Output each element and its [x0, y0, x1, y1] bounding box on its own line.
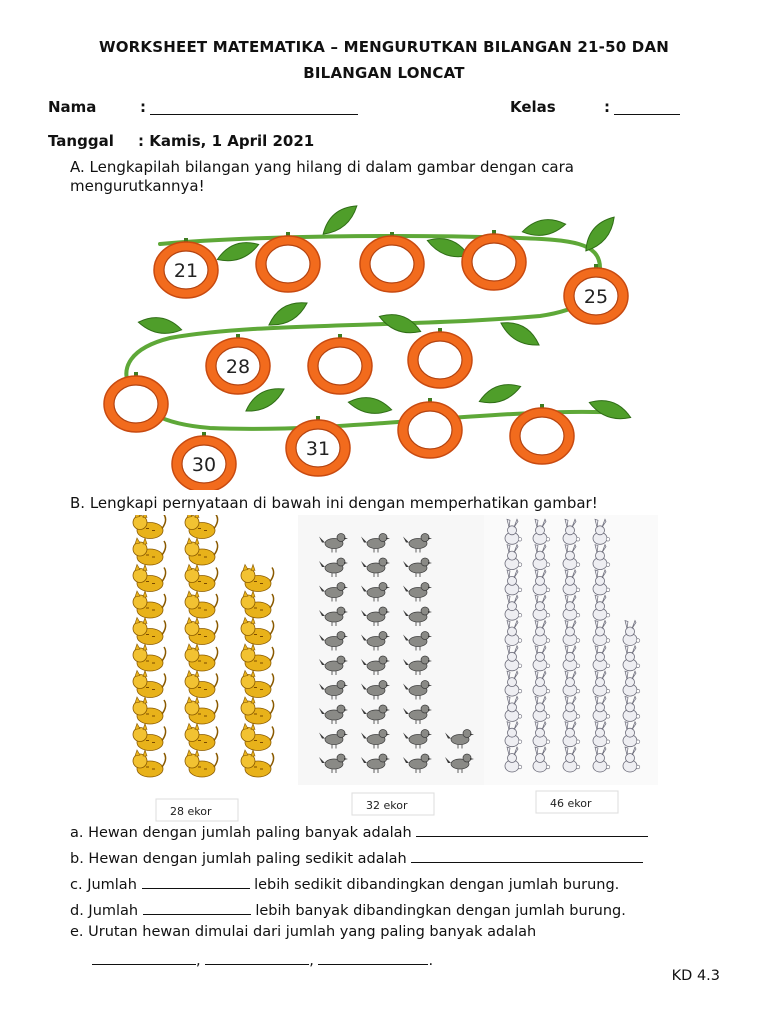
orange-fruit[interactable]: [360, 232, 424, 292]
orange-number: 25: [583, 286, 609, 308]
answer-e-field-2[interactable]: [205, 950, 309, 965]
period: .: [428, 953, 434, 969]
nama-field[interactable]: [150, 100, 358, 115]
leaf: [497, 316, 543, 351]
leaf: [580, 212, 620, 255]
tanggal-value: : Kamis, 1 April 2021: [138, 132, 315, 150]
orange-number: 21: [173, 260, 199, 282]
question-d-post: lebih banyak dibandingkan dengan jumlah burung.: [255, 903, 626, 919]
question-d-pre: d. Jumlah: [70, 903, 139, 919]
question-b-text: b. Hewan dengan jumlah paling sedikit adalah: [70, 851, 407, 867]
oranges: [104, 230, 628, 490]
question-c-post: lebih sedikit dibandingkan dengan jumlah burung.: [254, 877, 620, 893]
answer-e-field-1[interactable]: [92, 950, 196, 965]
question-c-pre: c. Jumlah: [70, 877, 137, 893]
leaf: [477, 379, 523, 408]
orange-vine-picture: [100, 198, 650, 490]
orange-number: 30: [191, 454, 217, 476]
leaf: [318, 200, 361, 240]
kelas-colon: :: [604, 98, 610, 116]
leaf: [587, 395, 633, 424]
orange-fruit: [206, 334, 270, 394]
answer-b-field[interactable]: [411, 848, 643, 863]
animal-count-picture: [120, 515, 658, 825]
question-a: [70, 822, 648, 841]
orange-fruit[interactable]: [308, 334, 372, 394]
answer-a-field[interactable]: [416, 822, 648, 837]
comma-1: ,: [196, 953, 201, 969]
orange-fruit: [564, 264, 628, 324]
bird-count-label: 32 ekor: [366, 799, 408, 812]
orange-fruit[interactable]: [408, 328, 472, 388]
bird-panel: [298, 515, 484, 785]
leaf: [137, 314, 183, 336]
question-c: [70, 874, 619, 893]
orange-fruit[interactable]: [256, 232, 320, 292]
section-a-instruction: A. Lengkapilah bilangan yang hilang di dalam gambar dengan cara mengurutkannya!: [70, 158, 574, 195]
answer-e-field-3[interactable]: [318, 950, 428, 965]
rabbit-count-label: 46 ekor: [550, 797, 592, 810]
orange-number: 28: [225, 356, 251, 378]
question-a-text: a. Hewan dengan jumlah paling banyak adalah: [70, 825, 412, 841]
cat-count-label: 28 ekor: [170, 805, 212, 818]
question-e-answers: [92, 950, 433, 969]
kd-code: KD 4.3: [671, 968, 720, 984]
section-b-instruction: B. Lengkapi pernyataan di bawah ini dengan memperhatikan gambar!: [70, 494, 598, 512]
question-e: [70, 924, 536, 940]
question-d: [70, 900, 626, 919]
orange-fruit[interactable]: [104, 372, 168, 432]
kelas-field[interactable]: [614, 100, 680, 115]
worksheet-title-line2: BILANGAN LONCAT: [303, 64, 465, 82]
orange-number: 31: [305, 438, 331, 460]
leaf: [521, 216, 567, 238]
leaf: [347, 394, 393, 416]
answer-c-field[interactable]: [142, 874, 250, 889]
orange-fruit: [154, 238, 218, 298]
question-b: [70, 848, 643, 867]
orange-fruit: [172, 432, 236, 490]
answer-d-field[interactable]: [143, 900, 251, 915]
nama-label: Nama: [48, 98, 97, 116]
comma-2: ,: [309, 953, 314, 969]
orange-fruit[interactable]: [398, 398, 462, 458]
nama-colon: :: [140, 98, 146, 116]
worksheet-title-line1: WORKSHEET MATEMATIKA – MENGURUTKAN BILANGAN 21-50 DAN: [98, 38, 670, 56]
kelas-label: Kelas: [510, 98, 556, 116]
tanggal-label: Tanggal: [48, 132, 114, 150]
question-e-text: e. Urutan hewan dimulai dari jumlah yang paling banyak adalah: [70, 924, 537, 940]
